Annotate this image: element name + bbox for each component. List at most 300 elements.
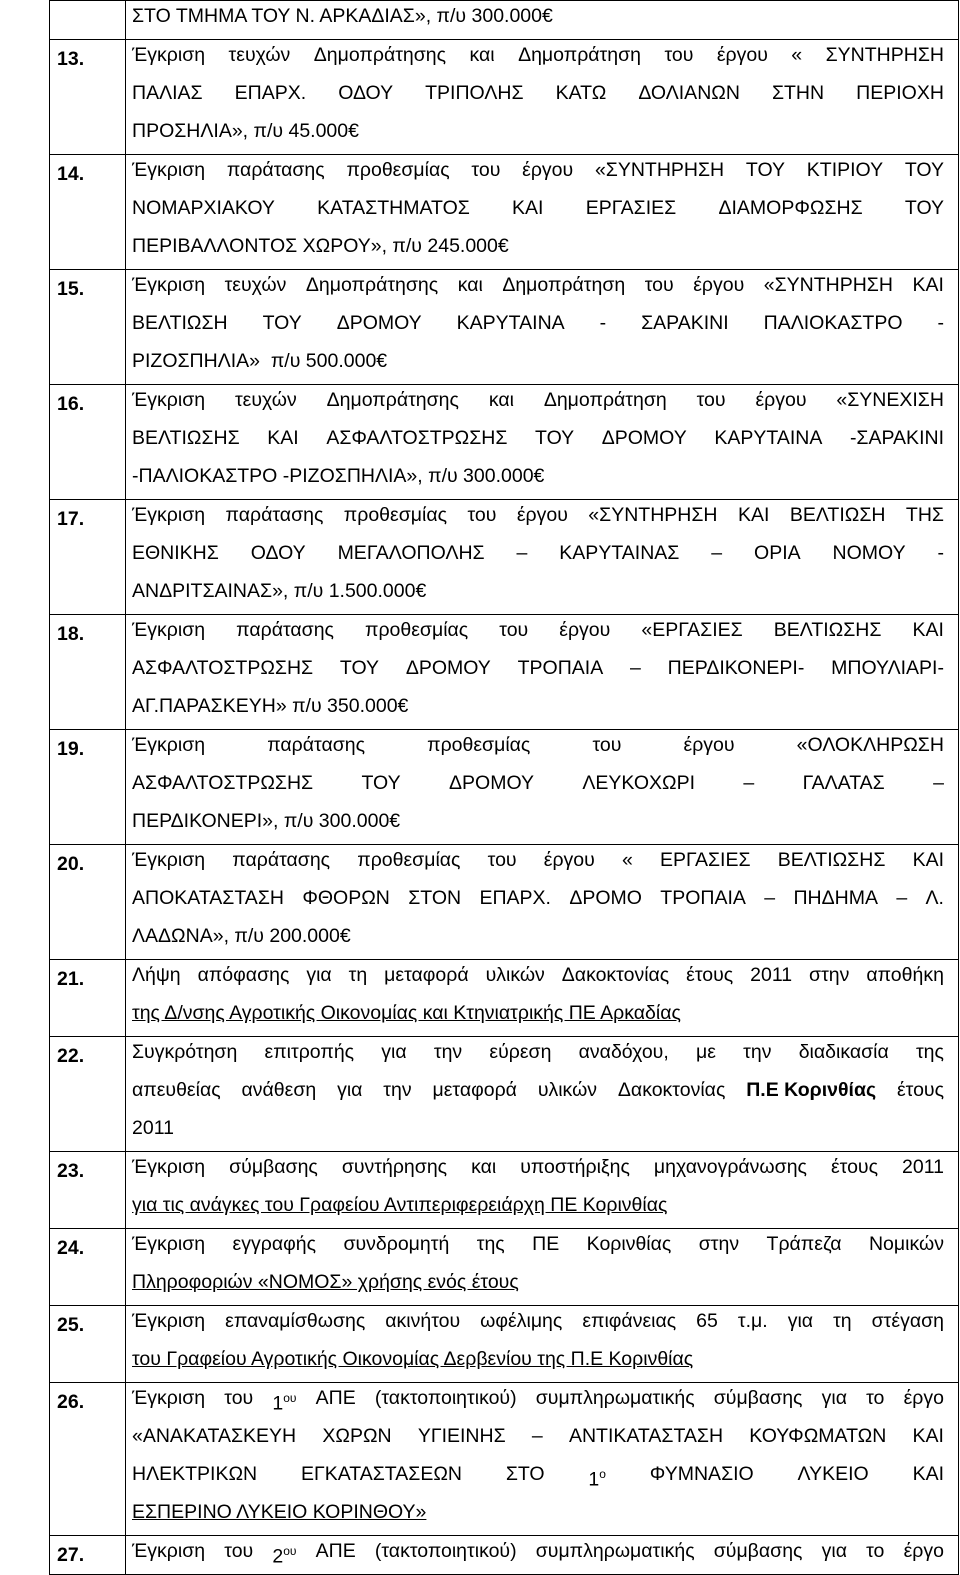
text-word: ωφέλιμης — [480, 1310, 563, 1332]
text-word: ΠΕΡΔΙΚΟΝΕΡΙ», π/υ 300.000€ — [132, 810, 401, 832]
text-word: ΓΑΛΑΤΑΣ — [802, 772, 885, 794]
text-word: έργου — [716, 44, 768, 66]
text-word: τη — [833, 1310, 852, 1332]
text-line — [132, 423, 944, 461]
text-word: – — [743, 772, 755, 794]
text-word: έργου — [522, 159, 574, 181]
text-word: συμπληρωματικής — [535, 1387, 695, 1409]
text-word: – — [516, 542, 528, 564]
agenda-item — [50, 1037, 959, 1152]
text-word: εγγραφής — [232, 1233, 316, 1255]
text-word: Έγκριση — [132, 44, 206, 66]
text-word: Δακοκτονίας — [617, 1079, 726, 1101]
text-line — [132, 538, 944, 576]
text-word: έργου — [693, 274, 745, 296]
text-word: Κορινθίας — [586, 1233, 672, 1255]
agenda-item — [50, 845, 959, 960]
text-word: ΑΣΦΑΛΤΟΣΤΡΩΣΗΣ — [132, 772, 314, 794]
text-word: 2011 — [132, 1117, 174, 1139]
text-word: ΒΕΛΤΙΩΣΗ — [132, 312, 228, 334]
text-word: επιφάνειας — [582, 1310, 677, 1332]
text-line — [132, 1267, 944, 1305]
text-line — [132, 1459, 944, 1497]
text-word: ΟΡΙΑ — [754, 542, 801, 564]
text-word: Λ. — [925, 887, 944, 909]
text-word: «ΣΥΝΤΗΡΗΣΗ — [594, 159, 725, 181]
text-word: ΛΥΚΕΙΟ — [797, 1463, 869, 1485]
text-line — [132, 921, 944, 959]
text-word: Έγκριση — [132, 1233, 206, 1255]
text-word: έργο — [903, 1540, 944, 1562]
text-line — [132, 998, 944, 1036]
text-word: το — [866, 1540, 885, 1562]
item-number: 17. — [50, 500, 126, 615]
text-word: και — [457, 274, 483, 296]
text-word: Δημοπράτησης — [305, 274, 439, 296]
text-word: ΧΩΡΩΝ — [322, 1425, 392, 1447]
text-line — [132, 308, 944, 346]
text-word: συμπληρωματικής — [535, 1540, 695, 1562]
text-line — [132, 231, 944, 269]
text-line — [132, 1113, 944, 1151]
text-word: ΣΤΟ — [505, 1463, 545, 1485]
text-word: για — [381, 1041, 407, 1063]
text-word: ΑΝΤΙΚΑΤΑΣΤΑΣΗ — [568, 1425, 724, 1447]
text-word: ΕΠΑΡΧ. — [479, 887, 551, 909]
agenda-item — [50, 1383, 959, 1536]
text-word: ΤΟΥ — [904, 159, 944, 181]
text-word: του — [487, 849, 517, 871]
text-word: Έγκριση — [132, 504, 206, 526]
text-word: υποστήριξης — [520, 1156, 630, 1178]
text-word: συντήρησης — [341, 1156, 448, 1178]
text-line — [132, 730, 944, 768]
text-word: και — [488, 389, 514, 411]
text-word: ΔΡΟΜΟΥ — [405, 657, 491, 679]
text-word: προθεσμίας — [346, 159, 450, 181]
text-word: ακινήτου — [385, 1310, 461, 1332]
text-word: Λήψη — [132, 964, 181, 986]
item-number: 20. — [50, 845, 126, 960]
item-number: 18. — [50, 615, 126, 730]
text-word: - — [937, 312, 944, 334]
text-word: «ΣΥΝΕΧΙΣΗ — [836, 389, 944, 411]
text-word: ΚΑΙ — [912, 1463, 944, 1485]
text-word: ΔΡΟΜΟΥ — [336, 312, 422, 334]
text-word: έτους — [686, 964, 734, 986]
text-word: τευχών — [228, 44, 291, 66]
text-word: ΔΙΑΜΟΡΦΩΣΗΣ — [718, 197, 863, 219]
text-word: έργου — [543, 849, 595, 871]
text-word: παράτασης — [267, 734, 366, 756]
text-word: με — [696, 1041, 716, 1063]
text-word: της Δ/νσης Αγροτικής Οικονομίας και Κτηνιατρικής ΠΕ Αρκαδίας — [132, 1002, 681, 1024]
item-text — [126, 155, 959, 270]
text-line — [132, 1, 944, 39]
text-word: προθεσμίας — [357, 849, 461, 871]
text-word: για — [337, 1079, 363, 1101]
item-number: 15. — [50, 270, 126, 385]
text-word: - — [599, 312, 607, 334]
text-word: Έγκριση — [132, 274, 206, 296]
text-word: 65 — [696, 1310, 718, 1332]
text-word: υλικών — [537, 1079, 598, 1101]
text-word: ΚΑΙ — [737, 504, 770, 526]
text-word: ΒΕΛΤΙΩΣΗ — [789, 504, 886, 526]
text-word: ΕΡΓΑΣΙΕΣ — [585, 197, 677, 219]
text-line — [132, 1152, 944, 1190]
text-word: για — [821, 1540, 847, 1562]
text-line — [132, 155, 944, 193]
text-line — [132, 1306, 944, 1344]
text-line — [132, 1536, 944, 1574]
text-word: ΤΟΥ — [361, 772, 401, 794]
text-word: ΔΟΛΙΑΝΩΝ — [638, 82, 740, 104]
text-word: ΤΗΣ — [905, 504, 944, 526]
agenda-item — [50, 500, 959, 615]
text-line — [132, 116, 944, 154]
text-word: της — [476, 1233, 505, 1255]
text-line — [132, 806, 944, 844]
text-word: ΑΓ.ΠΑΡΑΣΚΕΥΗ» π/υ 350.000€ — [132, 695, 409, 717]
text-word: το — [866, 1387, 885, 1409]
text-word: ΟΔΟΥ — [250, 542, 306, 564]
text-line — [132, 1190, 944, 1228]
text-line — [132, 883, 944, 921]
text-word: Έγκριση — [132, 1540, 206, 1562]
text-line — [132, 270, 944, 308]
text-word: Δημοπράτησης — [313, 44, 447, 66]
text-word: υλικών — [485, 964, 545, 986]
agenda-item — [50, 730, 959, 845]
text-word: – — [896, 887, 908, 909]
text-word: ΑΠΕ — [315, 1540, 356, 1562]
text-word: ΚΤΙΡΙΟΥ — [806, 159, 884, 181]
text-word: ΒΕΛΤΙΩΣΗΣ — [777, 849, 886, 871]
text-word: ΠΕ — [532, 1233, 560, 1255]
item-number — [50, 1, 126, 40]
text-line — [132, 385, 944, 423]
text-word: του — [592, 734, 622, 756]
text-word: Έγκριση — [132, 1310, 206, 1332]
text-word: έργου — [559, 619, 611, 641]
text-word: επιτροπής — [264, 1041, 355, 1063]
text-word: και — [471, 1156, 497, 1178]
text-word: ΠΕΡΙΒΑΛΛΟΝΤΟΣ ΧΩΡΟΥ», π/υ 245.000€ — [132, 235, 509, 257]
text-word: απευθείας — [132, 1079, 221, 1101]
text-word: Π.Ε Κορινθίας — [746, 1079, 877, 1101]
text-word: Τράπεζα — [766, 1233, 842, 1255]
text-word: του — [224, 1387, 254, 1409]
text-word: προθεσμίας — [427, 734, 531, 756]
text-word: ΡΙΖΟΣΠΗΛΙΑ» π/υ 500.000€ — [132, 350, 388, 372]
text-word: ΚΑΙ — [512, 197, 544, 219]
item-number: 14. — [50, 155, 126, 270]
text-word: ΚΑΙ — [912, 619, 944, 641]
text-word: διαδικασία — [798, 1041, 889, 1063]
text-word: – — [630, 657, 641, 679]
text-word: ΟΔΟΥ — [338, 82, 394, 104]
text-word: ΚΑΤΩ — [555, 82, 607, 104]
item-text — [126, 960, 959, 1037]
text-word: ΒΕΛΤΙΩΣΗΣ — [132, 427, 240, 449]
item-number: 27. — [50, 1536, 126, 1575]
text-word: ΔΡΟΜΟ — [569, 887, 642, 909]
text-line — [132, 193, 944, 231]
text-word: απόφασης — [197, 964, 290, 986]
text-line — [132, 1344, 944, 1382]
text-word: ΥΓΙΕΙΝΗΣ — [417, 1425, 506, 1447]
text-word: Έγκριση — [132, 389, 206, 411]
text-word: (τακτοποιητικού) — [374, 1387, 517, 1409]
agenda-item — [50, 1536, 959, 1575]
text-line — [132, 1497, 944, 1535]
item-text — [126, 845, 959, 960]
agenda-item — [50, 1152, 959, 1229]
item-text — [126, 730, 959, 845]
text-word: $1^o$ — [588, 1467, 606, 1491]
text-word: ΤΟΥ — [262, 312, 302, 334]
agenda-item — [50, 270, 959, 385]
text-word: ΤΟΥ — [745, 159, 786, 181]
item-text — [126, 1229, 959, 1306]
text-word: ΠΗΔΗΜΑ — [793, 887, 878, 909]
text-line — [132, 78, 944, 116]
text-word: ΚΑΙ — [912, 1425, 944, 1447]
text-word: Δημοπράτησης — [326, 389, 459, 411]
text-word: μεταφορά — [384, 964, 469, 986]
text-word: ΣΤΟ ΤΜΗΜΑ ΤΟΥ Ν. ΑΡΚΑΔΙΑΣ», π/υ 300.000€ — [132, 5, 553, 27]
text-word: Έγκριση — [132, 734, 206, 756]
text-word: ΤΟΥ — [339, 657, 380, 679]
text-word: έργου — [755, 389, 807, 411]
text-word: ΠΑΛΙΑΣ — [132, 82, 203, 104]
text-word: – — [933, 772, 944, 794]
text-word: ΜΕΓΑΛΟΠΟΛΗΣ — [337, 542, 485, 564]
agenda-item — [50, 960, 959, 1037]
text-word: ΤΡΟΠΑΙΑ — [660, 887, 746, 909]
text-line — [132, 1229, 944, 1267]
text-word: ΤΡΟΠΑΙΑ — [517, 657, 604, 679]
agenda-item — [50, 40, 959, 155]
text-word: Έγκριση — [132, 849, 206, 871]
text-line — [132, 960, 944, 998]
item-text — [126, 1306, 959, 1383]
text-word: «ΑΝΑΚΑΤΑΣΚΕΥΗ — [132, 1425, 297, 1447]
text-word: μηχανογράνωσης — [653, 1156, 807, 1178]
text-word: Έγκριση — [132, 1156, 206, 1178]
text-word: για τις ανάγκες του Γραφείου Αντιπεριφερειάρχη ΠΕ Κορινθίας — [132, 1194, 668, 1216]
text-word: του — [664, 44, 694, 66]
text-word: ΚΑΡΥΤΑΙΝΑ — [714, 427, 823, 449]
text-word: – — [711, 542, 723, 564]
text-line — [132, 691, 944, 729]
text-word: - — [937, 542, 944, 564]
text-word: Δημοπράτηση — [518, 44, 641, 66]
text-word: προθεσμίας — [365, 619, 469, 641]
text-word: του — [696, 389, 726, 411]
text-word: ΕΠΑΡΧ. — [234, 82, 307, 104]
text-word: «ΣΥΝΤΗΡΗΣΗ — [763, 274, 893, 296]
text-word: παράτασης — [225, 504, 324, 526]
text-word: σύμβασης — [713, 1540, 803, 1562]
text-word: ΔΡΟΜΟΥ — [449, 772, 534, 794]
text-word: ΣΤΗΝ — [771, 82, 825, 104]
text-word: σύμβασης — [713, 1387, 803, 1409]
item-number: 22. — [50, 1037, 126, 1152]
text-word: έργο — [903, 1387, 944, 1409]
item-number: 24. — [50, 1229, 126, 1306]
text-word: ΛΑΔΩΝΑ», π/υ 200.000€ — [132, 925, 351, 947]
text-word: ΛΕΥΚΟΧΩΡΙ — [582, 772, 696, 794]
text-word: έτους — [830, 1156, 878, 1178]
item-text — [126, 1, 959, 40]
text-word: ΝΟΜΑΡΧΙΑΚΟΥ — [132, 197, 275, 219]
text-line — [132, 615, 944, 653]
text-word: ΣΥΝΤΗΡΗΣΗ — [825, 44, 944, 66]
text-line — [132, 346, 944, 384]
text-word: του — [644, 274, 674, 296]
agenda-item — [50, 615, 959, 730]
text-word: ΚΑΙ — [912, 274, 944, 296]
text-word: ΕΡΓΑΣΙΕΣ — [660, 849, 751, 871]
text-word: ανάθεση — [241, 1079, 317, 1101]
text-word: ΠΕΡΔΙΚΟΝΕΡΙ- — [667, 657, 805, 679]
text-word: τευχών — [224, 274, 287, 296]
text-word: Έγκριση — [132, 1387, 206, 1409]
text-word: ΣΑΡΑΚΙΝΙ — [641, 312, 729, 334]
item-number: 13. — [50, 40, 126, 155]
text-word: και — [469, 44, 495, 66]
text-word: ΠΕΡΙΟΧΗ — [856, 82, 944, 104]
text-word: του — [467, 504, 497, 526]
text-word: Δακοκτονίας — [561, 964, 670, 986]
text-word: Έγκριση — [132, 619, 206, 641]
item-text — [126, 385, 959, 500]
text-word: ΚΑΡΥΤΑΙΝΑ — [456, 312, 565, 334]
text-word: την — [383, 1079, 412, 1101]
agenda-item — [50, 1, 959, 40]
text-word: επαναμίσθωσης — [225, 1310, 366, 1332]
text-word: Πληροφοριών «ΝΟΜΟΣ» χρήσης ενός έτους — [132, 1271, 519, 1293]
text-word: -ΠΑΛΙΟΚΑΣΤΡΟ -ΡΙΖΟΣΠΗΛΙΑ», π/υ 300.000€ — [132, 465, 545, 487]
text-word: του — [471, 159, 501, 181]
text-word: Δημοπράτηση — [543, 389, 667, 411]
item-text — [126, 1536, 959, 1575]
text-word: του — [224, 1540, 254, 1562]
text-word: του Γραφείου Αγροτικής Οικονομίας Δερβενίου της Π.Ε Κορινθίας — [132, 1348, 694, 1370]
text-word: ΣΤΟΝ — [408, 887, 462, 909]
text-word: παράτασης — [226, 159, 325, 181]
text-word: ΤΟΥ — [535, 427, 575, 449]
text-line — [132, 1075, 944, 1113]
item-text — [126, 615, 959, 730]
item-number: 19. — [50, 730, 126, 845]
text-word: μεταφορά — [432, 1079, 517, 1101]
text-word: ΜΠΟΥΛΙΑΡΙ- — [831, 657, 944, 679]
text-word: αποθήκη — [866, 964, 944, 986]
text-line — [132, 845, 944, 883]
text-word: παράτασης — [236, 619, 334, 641]
text-word: έτους — [896, 1079, 944, 1101]
text-word: παράτασης — [232, 849, 331, 871]
text-word: (τακτοποιητικού) — [374, 1540, 517, 1562]
text-word: για — [821, 1387, 847, 1409]
text-word: ΚΑΙ — [912, 849, 944, 871]
text-word: αναδόχου, — [578, 1041, 669, 1063]
text-word: ΤΡΙΠΟΛΗΣ — [425, 82, 524, 104]
item-text — [126, 1383, 959, 1536]
agenda-item — [50, 155, 959, 270]
text-word: ΚΟΥΦΩΜΑΤΩΝ — [749, 1425, 887, 1447]
text-word: της — [915, 1041, 944, 1063]
text-word: ΦΘΟΡΩΝ — [302, 887, 390, 909]
item-number: 23. — [50, 1152, 126, 1229]
text-word: 2011 — [902, 1156, 944, 1178]
text-word: « — [621, 849, 633, 871]
text-word: τη — [348, 964, 368, 986]
text-word: για — [787, 1310, 814, 1332]
text-word: στην — [809, 964, 850, 986]
text-word: ΕΓΚΑΤΑΣΤΑΣΕΩΝ — [300, 1463, 462, 1485]
text-word: Νομικών — [868, 1233, 944, 1255]
agenda-table — [49, 0, 959, 1575]
text-line — [132, 40, 944, 78]
item-number: 21. — [50, 960, 126, 1037]
text-word: ΑΣΦΑΛΤΟΣΤΡΩΣΗΣ — [132, 657, 314, 679]
text-word: «ΕΡΓΑΣΙΕΣ — [641, 619, 743, 641]
item-text — [126, 40, 959, 155]
text-word: προθεσμίας — [343, 504, 447, 526]
text-line — [132, 1383, 944, 1421]
agenda-body — [50, 1, 959, 1575]
text-word: ΦΥΜΝΑΣΙΟ — [649, 1463, 754, 1485]
text-word: συνδρομητή — [343, 1233, 450, 1255]
text-word: – — [764, 887, 776, 909]
text-line — [132, 576, 944, 614]
text-word: Δημοπράτηση — [502, 274, 626, 296]
text-word: ΔΡΟΜΟΥ — [601, 427, 687, 449]
item-text — [126, 270, 959, 385]
text-word: ΚΑΙ — [267, 427, 299, 449]
text-word: ΚΑΡΥΤΑΙΝΑΣ — [559, 542, 680, 564]
text-line — [132, 500, 944, 538]
text-word: ΕΘΝΙΚΗΣ — [132, 542, 219, 564]
text-word: ΚΑΤΑΣΤΗΜΑΤΟΣ — [317, 197, 470, 219]
text-line — [132, 653, 944, 691]
text-word: -ΣΑΡΑΚΙΝΙ — [849, 427, 944, 449]
text-word: ΝΟΜΟΥ — [832, 542, 906, 564]
text-word: Συγκρότηση — [132, 1041, 238, 1063]
agenda-item — [50, 385, 959, 500]
agenda-item — [50, 1229, 959, 1306]
text-word: τευχών — [234, 389, 297, 411]
text-word: ΑΣΦΑΛΤΟΣΤΡΩΣΗΣ — [326, 427, 508, 449]
text-word: την — [743, 1041, 772, 1063]
text-word: στέγαση — [871, 1310, 944, 1332]
text-word: $2^{o\upsilon}$ — [272, 1544, 297, 1568]
text-word: στην — [698, 1233, 740, 1255]
text-word: – — [531, 1425, 543, 1447]
text-word: ΗΛΕΚΤΡΙΚΩΝ — [132, 1463, 258, 1485]
text-word: ΤΟΥ — [904, 197, 944, 219]
text-word: ΒΕΛΤΙΩΣΗΣ — [773, 619, 882, 641]
text-word: ΑΠΟΚΑΤΑΣΤΑΣΗ — [132, 887, 284, 909]
text-word: εύρεση — [489, 1041, 552, 1063]
text-line — [132, 461, 944, 499]
item-text — [126, 1037, 959, 1152]
text-word: Έγκριση — [132, 159, 206, 181]
